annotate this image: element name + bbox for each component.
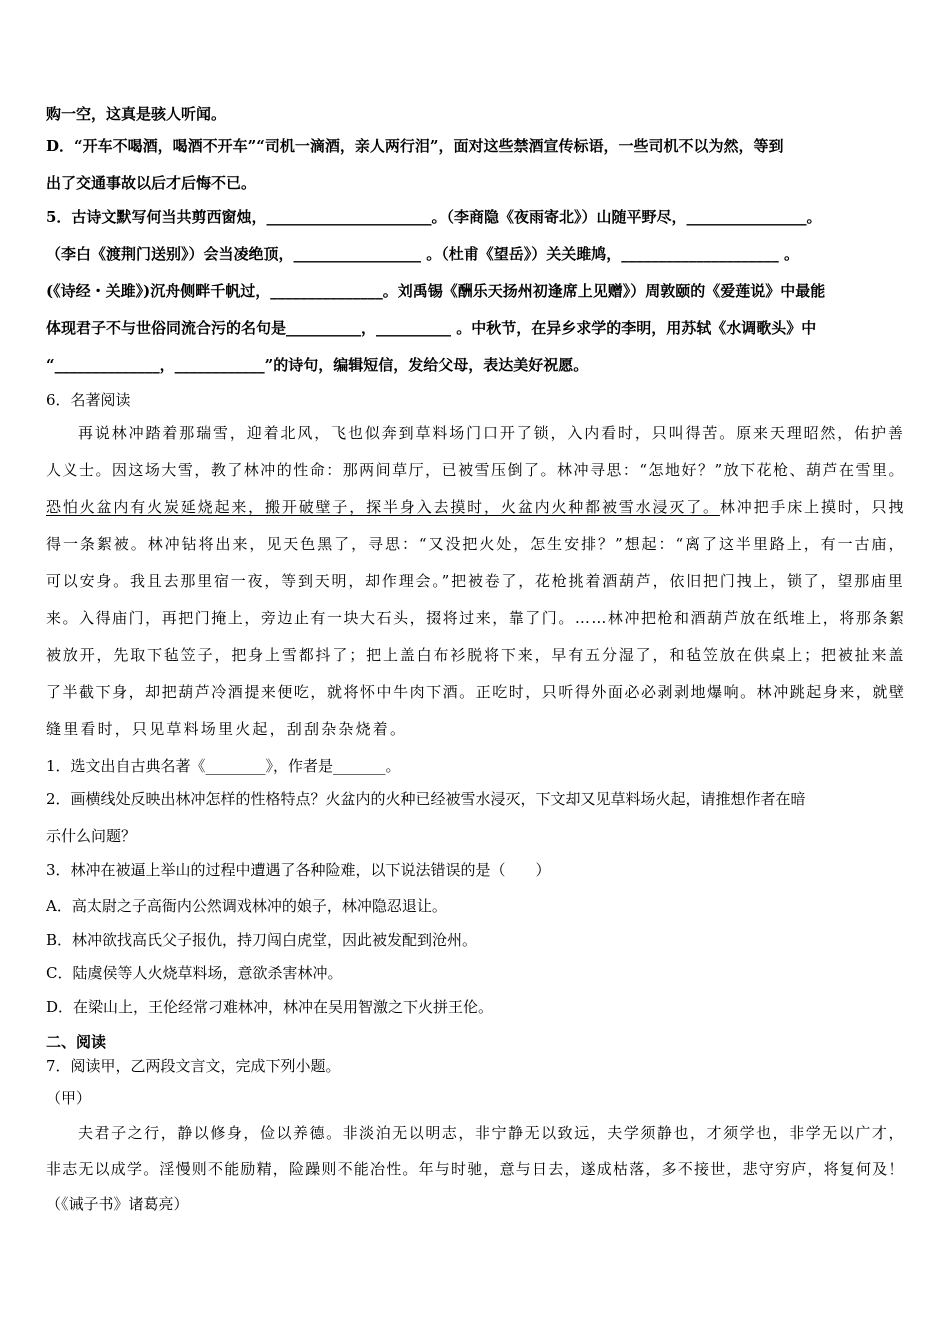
q4-option-d-line2: 出了交通事故以后才后悔不已。	[46, 174, 257, 192]
passage-line3-rest: 林冲把手床上摸时，只拽	[719, 498, 906, 516]
q6-passage-line1: 再说林冲踏着那瑞雪，迎着北风，飞也似奔到草料场门口开了锁，入内看时，只叫得苦。原来天理昭然，佑护善	[78, 424, 905, 442]
q6-passage-line6: 来。入得庙门，再把门掩上，旁边止有一块大石头，掇将过来，靠了门。……林冲把枪和酒葫芦放在纸堆上，将那条絮	[46, 609, 906, 627]
q6-sub2-line1: 2．画横线处反映出林冲怎样的性格特点？火盆内的火种已经被雪水浸灭，下文却又见草料场火起，请推想作者在暗	[46, 790, 806, 808]
q6-passage-line4: 得一条絮被。林冲钻将出来，见天色黑了，寻思：“又没把火处，怎生安排？”想起：“离了这半里路上，有一古庙，	[46, 535, 906, 553]
q5-line2: （李白《渡荆门送别》）会当凌绝顶，_________________ 。（杜甫《望岳》）关关雎鸠，_____________________ 。	[46, 245, 799, 263]
q6-passage-line8: 了半截下身，却把葫芦冷酒提来便吃，就将怀中牛肉下酒。正吃时，只听得外面必必剥剥地爆响。林冲跳起身来，就壁	[46, 683, 906, 701]
q6-passage-line5: 可以安身。我且去那里宿一夜，等到天明，却作理会。”把被卷了，花枪挑着酒葫芦，依旧把门拽上，锁了，望那庙里	[46, 572, 905, 590]
q6-option-a: A．高太尉之子高衙内公然调戏林冲的娘子，林冲隐忍退让。	[46, 897, 447, 915]
q7-prompt: 7．阅读甲，乙两段文言文，完成下列小题。	[46, 1057, 341, 1075]
underlined-sentence: 恐怕火盆内有火炭延烧起来，搬开破壁子，探半身入去摸时，火盆内火种都被雪水浸灭了。	[46, 498, 720, 516]
jia-passage-line1: 夫君子之行，静以修身，俭以养德。非淡泊无以明志，非宁静无以致远，夫学须静也，才须学也，非学无以广才，	[78, 1124, 906, 1142]
q6-option-b: B．林冲欲找高氏父子报仇，持刀闯白虎堂，因此被发配到沧州。	[46, 931, 478, 949]
q6-option-d: D．在梁山上，王伦经常刁难林冲，林冲在吴用智激之下火拼王伦。	[46, 998, 494, 1016]
q6-passage-line9: 缝里看时，只见草料场里火起，刮刮杂杂烧着。	[46, 720, 408, 738]
jia-source: （《诫子书》诸葛亮）	[46, 1195, 189, 1213]
jia-passage-line2: 非志无以成学。淫慢则不能励精，险躁则不能冶性。年与时驰，意与日去，遂成枯落，多不接世，悲守穷庐，将复何及！	[46, 1160, 905, 1178]
q4-option-d-line1: D．“开车不喝酒，喝酒不开车”“司机一滴酒，亲人两行泪”，面对这些禁酒宣传标语，一些司机不以为然，等到	[46, 137, 784, 155]
jia-label: （甲）	[46, 1089, 92, 1107]
q5-line5: “______________，____________”的诗句，编辑短信，发给父母，表达美好祝愿。	[46, 356, 589, 374]
q5-line1: 5．古诗文默写何当共剪西窗烛，______________________。（李商隐《夜雨寄北》）山随平野尽，________________。	[46, 208, 822, 226]
q6-passage-line7: 被放开，先取下毡笠子，把身上雪都抖了；把上盖白布衫脱将下来，早有五分湿了，和毡笠放在供桌上；把被扯来盖	[46, 646, 906, 664]
q6-sub2-line2: 示什么问题？	[46, 827, 137, 845]
q6-sub3: 3．林冲在被逼上举山的过程中遭遇了各种险难，以下说法错误的是（ ）	[46, 861, 551, 879]
q5-line4: 体现君子不与世俗同流合污的名句是__________，__________ 。中秋节，在异乡求学的李明，用苏轼《水调歌头》中	[46, 319, 817, 337]
q6-heading: 6．名著阅读	[46, 391, 131, 409]
q4-line-top: 购一空，这真是骇人听闻。	[46, 105, 227, 123]
q5-line3: (《诗经・关雎》)沉舟侧畔千帆过，_______________。刘禹锡《酬乐天扬州初逢席上见赠》）周敦颐的《爱莲说》中最能	[46, 282, 826, 300]
q6-sub1: 1．选文出自古典名著《________》，作者是_______。	[46, 757, 401, 775]
section2-heading: 二、阅读	[46, 1033, 107, 1051]
q6-option-c: C．陆虞侯等人火烧草料场，意欲杀害林冲。	[46, 964, 343, 982]
q6-passage-line3	[46, 496, 905, 518]
q6-passage-line2: 人义士。因这场大雪，教了林冲的性命：那两间草厅，已被雪压倒了。林冲寻思：“怎地好？”放下花枪、葫芦在雪里。	[46, 461, 905, 479]
